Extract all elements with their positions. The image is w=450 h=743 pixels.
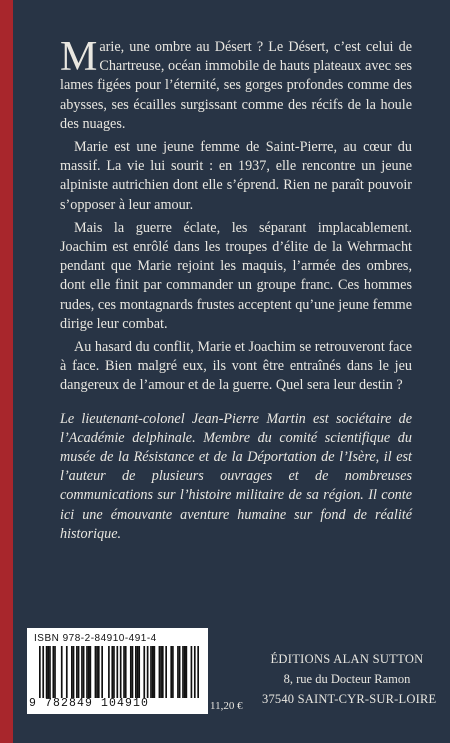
barcode-bar: [177, 646, 179, 698]
barcode-bar: [162, 646, 164, 698]
barcode-bar: [143, 646, 145, 698]
barcode-bar: [52, 646, 54, 698]
barcode-bar: [113, 646, 115, 698]
barcode-bar: [73, 646, 75, 698]
barcode-bar: [71, 646, 73, 698]
barcode-bar: [90, 646, 92, 698]
barcode-bar: [49, 646, 51, 698]
barcode-bar: [179, 646, 181, 698]
barcode-bar: [116, 646, 118, 698]
barcode-bar: [130, 646, 132, 698]
barcode-bar: [184, 646, 186, 698]
barcode-bar: [191, 646, 193, 698]
barcode-bar: [172, 646, 174, 698]
barcode-bar: [39, 646, 41, 698]
barcode-bar: [170, 646, 172, 698]
barcode-bar: [98, 646, 100, 698]
barcode-bar: [132, 646, 134, 698]
barcode-bar: [108, 646, 110, 698]
barcode-bar: [137, 646, 139, 698]
drop-cap: M: [60, 34, 98, 80]
barcode-bar: [150, 646, 152, 698]
barcode-bar: [101, 646, 103, 698]
publisher-name: ÉDITIONS ALAN SUTTON: [270, 652, 424, 666]
barcode-bar: [111, 646, 113, 698]
barcode-bar: [159, 646, 161, 698]
red-spine-stripe: [0, 0, 13, 743]
barcode-digits: 9 782849 104910: [29, 697, 150, 710]
publisher-block: [262, 649, 437, 709]
barcode-bar: [88, 646, 90, 698]
barcode-bar: [81, 646, 83, 698]
barcode-bar: [76, 646, 78, 698]
book-summary: [60, 34, 413, 548]
summary-paragraph-3: Mais la guerre éclate, les séparant implacablement. Joachim est enrôlé dans les troupes d’élite de la Wehrmacht pendant que Marie rejoint les maquis, l’armée des ombres, dont elle finit par commander un groupe franc. Ces hommes rudes, ces montagnards frustes acceptent qu’une jeune femme dirige leur combat.: [60, 219, 412, 332]
barcode-bar: [135, 646, 137, 698]
barcode-bar: [154, 646, 156, 698]
barcode-bar: [54, 646, 56, 698]
barcode-bar: [66, 646, 68, 698]
barcode-bar: [61, 646, 63, 698]
barcode-bar: [138, 646, 140, 698]
summary-paragraph-1-text: arie, une ombre au Désert ? Le Désert, c’est celui de Chartreuse, océan immobile de hauts plateaux avec ses lames figées pour l’éternité, ses gorges profondes comme des abysses, ses écailles surgissant comme des récifs de la houle des nuages.: [60, 39, 412, 132]
barcode-bar: [95, 646, 97, 698]
barcode-bar: [152, 646, 154, 698]
barcode-bar: [147, 646, 149, 698]
barcode-bar: [83, 646, 85, 698]
barcode-bars: [39, 646, 199, 698]
summary-paragraph-4: Au hasard du conflit, Marie et Joachim se retrouveront face à face. Bien malgré eux, ils vont être entraînés dans le jeu dangereux de l’amour et de la guerre. Quel sera leur destin ?: [60, 339, 413, 394]
barcode-bar: [46, 646, 48, 698]
summary-paragraph-1: [60, 34, 412, 134]
barcode-bar: [123, 646, 125, 698]
price: 11,20 €: [210, 700, 243, 712]
isbn-label: ISBN 978-2-84910-491-4: [34, 633, 157, 644]
author-bio: Le lieutenant-colonel Jean-Pierre Martin est sociétaire de l’Académie delphinale. Membre du comité scientifique du musée de la Résistance et de la Déportation de l’Isère, il est l’auteur de plusieurs ouvrages et de nombreuses communications sur l’histoire militaire de sa région. Il conte ici une émouvante aventure humaine sur fond de réalité historique.: [60, 410, 412, 542]
publisher-city: 37540 SAINT-CYR-SUR-LOIRE: [262, 692, 437, 706]
barcode-bar: [182, 646, 184, 698]
barcode-bar: [96, 646, 98, 698]
barcode-bar: [42, 646, 44, 698]
summary-paragraph-2: Marie est une jeune femme de Saint-Pierre, au cœur du massif. La vie lui sourit : en 1937, elle rencontre un jeune alpiniste autrichien dont elle s’éprend. Rien ne paraît pouvoir s’opposer à leur amour.: [60, 139, 412, 213]
isbn-barcode: [27, 628, 208, 714]
publisher-street: 8, rue du Docteur Ramon: [283, 672, 411, 686]
barcode-bar: [197, 646, 199, 698]
barcode-bar: [160, 646, 162, 698]
barcode-bar: [86, 646, 88, 698]
barcode-bar: [125, 646, 127, 698]
barcode-bar: [78, 646, 80, 698]
barcode-bar: [165, 646, 167, 698]
barcode-bar: [194, 646, 196, 698]
barcode-bar: [47, 646, 49, 698]
barcode-bar: [186, 646, 188, 698]
barcode-bar: [120, 646, 122, 698]
